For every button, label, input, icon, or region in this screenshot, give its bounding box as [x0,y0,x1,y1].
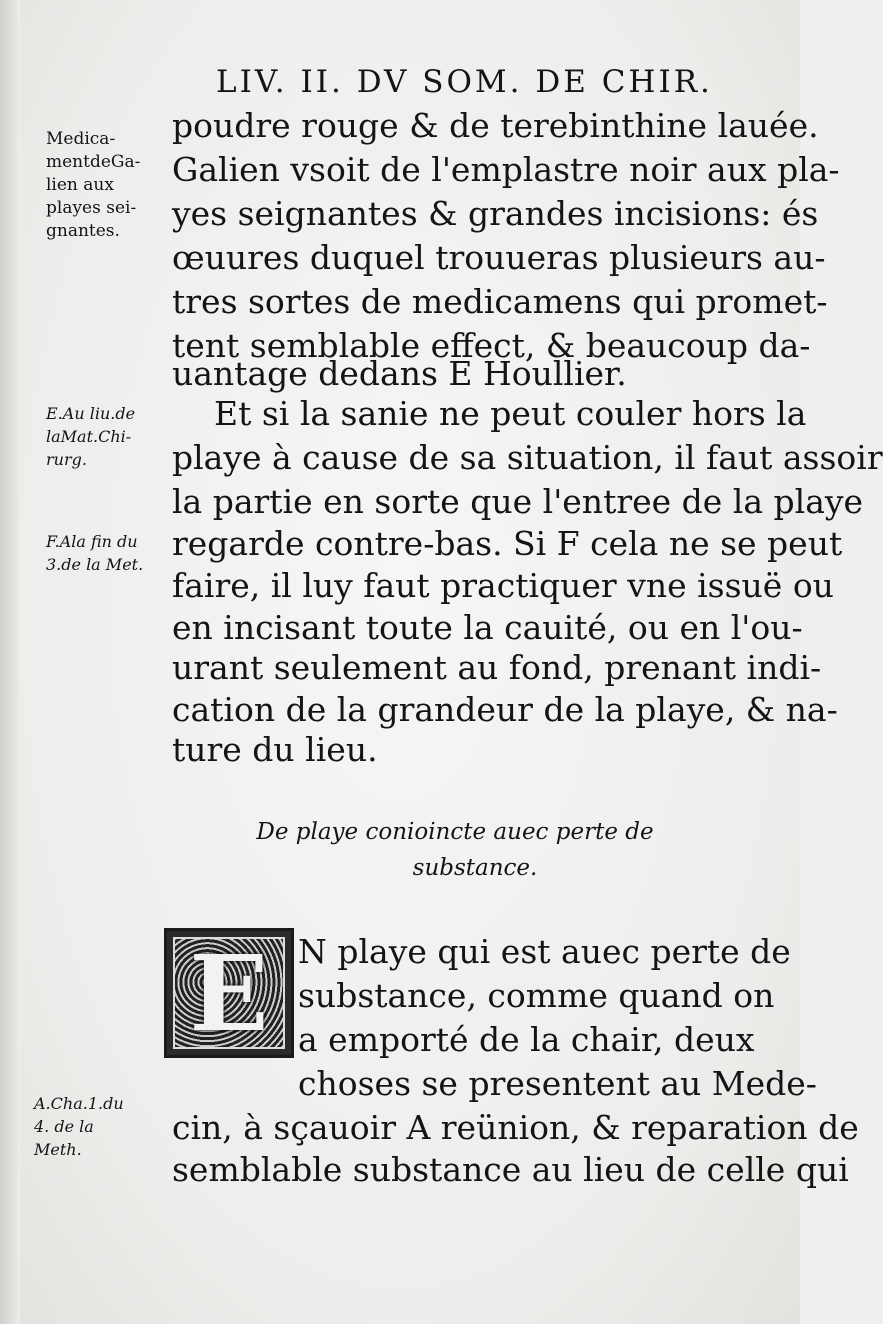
ornamental-initial [164,928,294,1058]
margin-note-e [46,402,176,471]
body-line: yes seignantes & grandes incisions: és [172,194,819,233]
body-line: regarde contre-bas. Si F cela ne se peut [172,524,843,563]
body-line: tent semblable effect, & beaucoup da- [172,326,811,365]
body-line: cation de la grandeur de la playe, & na- [172,690,838,729]
body-line: ture du lieu. [172,730,378,769]
margin-note-line: lien aux [46,175,114,195]
initial-letter: E [189,931,269,1055]
margin-note-line: E.Au liu.de [46,404,136,423]
margin-note-line: Medica- [46,129,116,149]
body-line: en incisant toute la cauité, ou en l'ou- [172,608,803,647]
margin-note-line: rurg. [46,450,87,469]
margin-note-line: Meth. [34,1140,82,1159]
margin-note-line: F.Ala fin du [46,532,138,551]
body-line: faire, il luy faut practiquer vne issuë ou [172,566,834,605]
margin-note-line: mentdeGa- [46,152,141,172]
margin-note-line: laMat.Chi- [46,427,132,446]
body-line: playe à cause de sa situation, il faut assoir [172,438,883,477]
body-line: Galien vsoit de l'emplastre noir aux pla- [172,150,840,189]
margin-note-line: 3.de la Met. [46,555,144,574]
section-heading-line: De playe conioincte auec perte de [256,819,654,845]
body-line: urant seulement au fond, prenant indi- [172,648,822,687]
section-heading-line: substance. [412,855,538,881]
margin-note-line: gnantes. [46,221,120,241]
body-line: Et si la sanie ne peut couler hors la [214,394,807,433]
section-line: cin, à sçauoir A reünion, & reparation de [172,1108,859,1147]
body-line: œuures duquel trouueras plusieurs au- [172,238,826,277]
body-line: tres sortes de medicamens qui promet- [172,282,828,321]
margin-note-line: 4. de la [34,1117,94,1136]
section-line: choses se presentent au Mede- [298,1064,817,1103]
margin-note-f [46,530,176,576]
section-line: a emporté de la chair, deux [298,1020,755,1059]
margin-note-a [34,1092,164,1161]
body-line: la partie en sorte que l'entree de la playe [172,482,864,521]
running-header: LIV. II. DV SOM. DE CHIR. [216,64,713,100]
section-line: semblable substance au lieu de celle qui [172,1150,849,1189]
page-spine-shadow [0,0,20,1324]
margin-note-line: A.Cha.1.du [34,1094,124,1113]
body-line: uantage dedans E Houllier. [172,354,627,393]
section-line: N playe qui est auec perte de [298,932,791,971]
section-line: substance, comme quand on [298,976,775,1015]
section-heading [240,814,670,886]
body-line: poudre rouge & de terebinthine lauée. [172,106,819,145]
margin-note-line: playes sei- [46,198,137,218]
margin-note-medicaments [46,128,176,243]
